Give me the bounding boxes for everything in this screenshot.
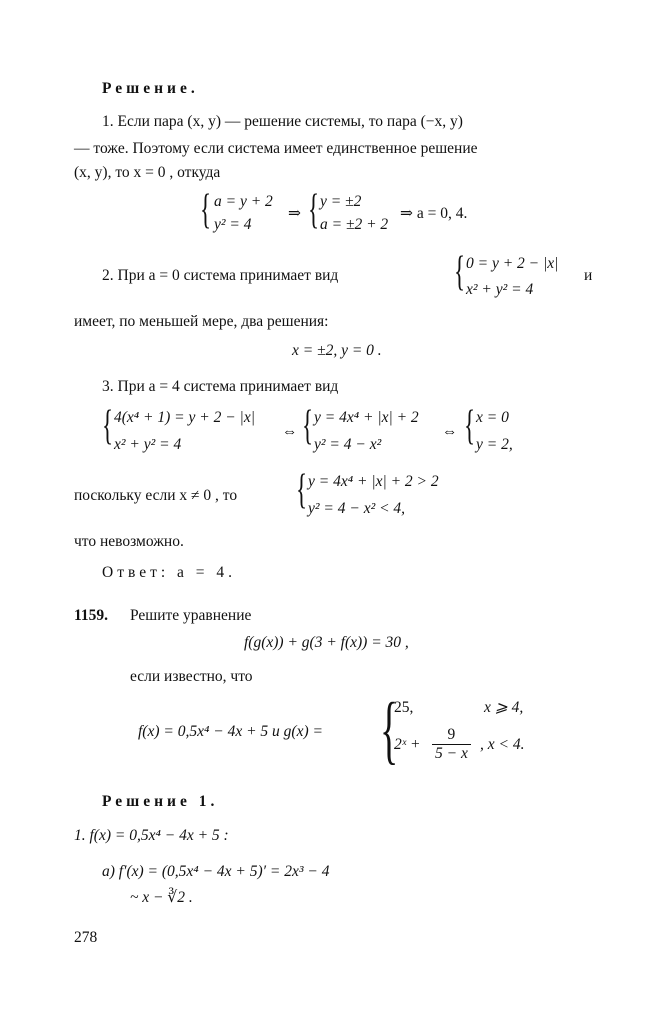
system-3c-eq-1: x = 0 bbox=[476, 409, 509, 426]
paragraph-1-line-3: (x, y), то x = 0 , откуда bbox=[74, 164, 221, 181]
paragraph-1-line-1: 1. Если пара (x, y) — решение системы, то пара (−x, y) bbox=[102, 113, 463, 130]
system-1b-eq-2: a = ±2 + 2 bbox=[320, 216, 389, 233]
system-3a-eq-2: x² + y² = 4 bbox=[114, 436, 182, 453]
g-case-2-fraction bbox=[432, 726, 471, 763]
problem-text: Решите уравнение bbox=[130, 607, 252, 624]
problem-equation: f(g(x)) + g(3 + f(x)) = 30 , bbox=[244, 634, 409, 651]
equivalence-arrow: ⇔ bbox=[282, 423, 298, 440]
impossible-text: что невозможно. bbox=[74, 533, 184, 550]
system-1 bbox=[200, 188, 520, 240]
brace-symbol: { bbox=[464, 403, 476, 449]
system-2-eq-1: 0 = y + 2 − |x| bbox=[466, 255, 559, 272]
brace-symbol: { bbox=[102, 403, 114, 449]
paragraph-2-line-1: 2. При a = 0 система принимает вид bbox=[102, 267, 339, 284]
answer: Ответ: a = 4. bbox=[102, 564, 237, 581]
since-clause: поскольку если x ≠ 0 , то bbox=[74, 487, 238, 504]
system-2-eq-2: x² + y² = 4 bbox=[466, 281, 534, 298]
known-text: если известно, что bbox=[130, 668, 253, 685]
brace-symbol: { bbox=[308, 187, 320, 233]
brace-symbol: { bbox=[380, 688, 399, 772]
solution-1-item-1: 1. f(x) = 0,5x⁴ − 4x + 5 : bbox=[74, 827, 229, 844]
system-3 bbox=[102, 404, 542, 460]
fraction-denominator: 5 − x bbox=[435, 745, 468, 762]
page-number: 278 bbox=[74, 929, 98, 946]
problem-number: 1159. bbox=[74, 607, 109, 624]
g-piecewise bbox=[380, 688, 550, 772]
system-4-eq-2: y² = 4 − x² < 4, bbox=[308, 500, 406, 517]
brace-symbol: { bbox=[302, 403, 314, 449]
system-4-eq-1: y = 4x⁴ + |x| + 2 > 2 bbox=[308, 473, 439, 490]
g-case-2-prefix: 2ˣ + bbox=[394, 736, 421, 753]
g-case-1-condition: x ⩾ 4, bbox=[484, 699, 524, 716]
g-case-2-condition: , x < 4. bbox=[480, 736, 525, 753]
f-definition: f(x) = 0,5x⁴ − 4x + 5 и g(x) = bbox=[138, 723, 323, 740]
paragraph-1-line-2: — тоже. Поэтому если система имеет единственное решение bbox=[74, 140, 478, 157]
system-3a-eq-1: 4(x⁴ + 1) = y + 2 − |x| bbox=[114, 409, 255, 426]
system-3b-eq-1: y = 4x⁴ + |x| + 2 bbox=[314, 409, 419, 426]
brace-symbol: { bbox=[200, 187, 212, 233]
paragraph-3-line-1: 3. При a = 4 система принимает вид bbox=[102, 378, 339, 395]
and-word: и bbox=[584, 267, 593, 284]
system-2 bbox=[454, 250, 574, 302]
system-1b-eq-1: y = ±2 bbox=[320, 193, 362, 210]
solution-heading: Решение. bbox=[102, 80, 199, 97]
brace-symbol: { bbox=[454, 249, 466, 295]
brace-symbol: { bbox=[296, 467, 308, 513]
system-3c-eq-2: y = 2, bbox=[476, 436, 513, 453]
solution-1-derivative-cont: ~ x − ∛2 . bbox=[130, 889, 193, 906]
system-1-eq-1: a = y + 2 bbox=[214, 193, 273, 210]
paragraph-2-solutions: x = ±2, y = 0 . bbox=[292, 342, 382, 359]
equivalence-arrow: ⇔ bbox=[442, 423, 458, 440]
g-case-1-value: 25, bbox=[394, 699, 414, 716]
paragraph-2-line-2: имеет, по меньшей мере, два решения: bbox=[74, 313, 329, 330]
implies-arrow: ⇒ bbox=[288, 205, 301, 222]
solution-1-derivative: а) f′(x) = (0,5x⁴ − 4x + 5)′ = 2x³ − 4 bbox=[102, 863, 330, 880]
system-3b-eq-2: y² = 4 − x² bbox=[314, 436, 382, 453]
system-1-result: ⇒ a = 0, 4. bbox=[400, 205, 468, 222]
fraction-numerator: 9 bbox=[432, 726, 471, 745]
system-4 bbox=[296, 468, 496, 524]
system-1-eq-2: y² = 4 bbox=[214, 216, 252, 233]
solution-1-heading: Решение 1. bbox=[102, 793, 219, 810]
